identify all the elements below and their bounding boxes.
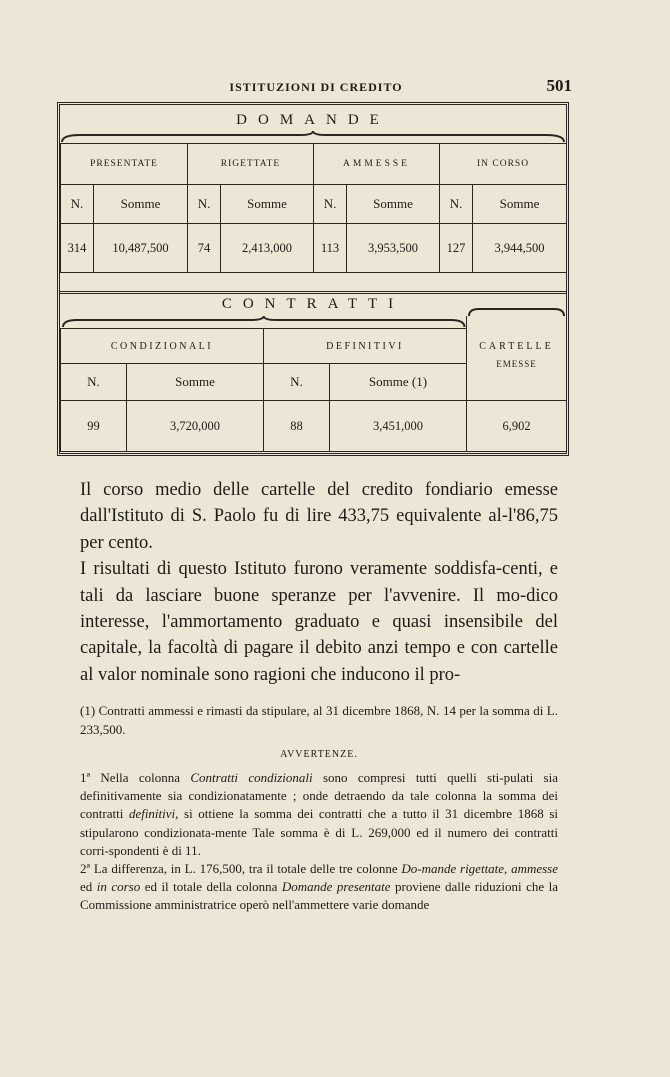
body-text [80,477,558,688]
definitivi-somme: 3,451,000 [330,401,467,452]
running-head [60,74,572,98]
col-presentate: PRESENTATE [61,144,188,185]
page-number: 501 [546,76,572,95]
sub-n: N. [264,364,330,401]
statistics-table [57,102,569,456]
sub-n: N. [61,185,94,224]
paragraph: Il corso medio delle cartelle del credito fondiario emesse dall'Istituto di S. Paolo fu di lire 433,75 equivalente al-l'86,75 per cento. [80,480,558,553]
sub-n: N. [314,185,347,224]
contratti-brace [61,316,467,329]
in-corso-n: 127 [440,224,473,273]
sub-somme: Somme [473,185,567,224]
col-definitivi: DEFINITIVI [264,329,467,364]
presentate-somme: 10,487,500 [94,224,188,273]
col-rigettate: RIGETTATE [188,144,314,185]
paragraph: I risultati di questo Istituto furono veramente soddisfa-centi, e tali da lasciare buone speranze per l'avvenire. Il mo-dico interesse, l'ammortamento graduato e quasi insensibile del capitale, la facoltà di pagare il debito anzi tempo e con cartelle al valor nominale sono ragioni che inducono il pro- [80,559,558,685]
sub-n: N. [440,185,473,224]
rigettate-n: 74 [188,224,221,273]
cartelle-brace [467,305,566,317]
ammesse-n: 113 [314,224,347,273]
condizionali-somme: 3,720,000 [127,401,264,452]
cartelle-label-2: EMESSE [496,359,537,369]
notes [80,769,558,915]
sub-n: N. [188,185,221,224]
contratti-table [60,316,567,452]
domande-title: DOMANDE [236,112,390,128]
condizionali-n: 99 [61,401,127,452]
sub-somme: Somme [127,364,264,401]
notes-heading: AVVERTENZE. [280,749,358,760]
section-divider [60,273,566,294]
note-2: 2ª La differenza, in L. 176,500, tra il totale delle tre colonne Do-mande rigettate, ammesse ed in corso ed il totale della colonna Domande presentate proviene dalle riduzioni che la Commissione amministratrice operò nell'ammettere varie domande [80,861,559,913]
rigettate-somme: 2,413,000 [221,224,314,273]
domande-brace [60,131,566,143]
col-ammesse: AMMESSE [314,144,440,185]
definitivi-n: 88 [264,401,330,452]
cartelle-emesse-value: 6,902 [467,401,567,452]
cartelle-label-1: CARTELLE [479,341,554,352]
sub-somme-note: Somme (1) [330,364,467,401]
footnote: (1) Contratti ammessi e rimasti da stipulare, al 31 dicembre 1868, N. 14 per la somma di L. 233,500. [80,703,558,737]
sub-somme: Somme [94,185,188,224]
sub-n: N. [61,364,127,401]
ammesse-somme: 3,953,500 [347,224,440,273]
in-corso-somme: 3,944,500 [473,224,567,273]
sub-somme: Somme [347,185,440,224]
col-condizionali: CONDIZIONALI [61,329,264,364]
contratti-title: CONTRATTI [221,296,405,312]
col-in-corso: IN CORSO [440,144,567,185]
sub-somme: Somme [221,185,314,224]
note-1: 1ª Nella colonna Contratti condizionali sono compresi tutti quelli sti-pulati sia definitivamente sia condizionatamente ; onde detraendo da tale colonna la somma dei contratti definitivi, si ottiene la somma dei contratti che a tutto il 31 dicembre 1868 si stipularono condizionata-mente Tale somma è di L. 269,000 ed il numero dei contratti corri-spondenti è di 11. [80,770,558,858]
col-cartelle-emesse [467,316,567,401]
presentate-n: 314 [61,224,94,273]
running-title: ISTITUZIONI DI CREDITO [229,80,403,94]
domande-table [60,143,567,273]
